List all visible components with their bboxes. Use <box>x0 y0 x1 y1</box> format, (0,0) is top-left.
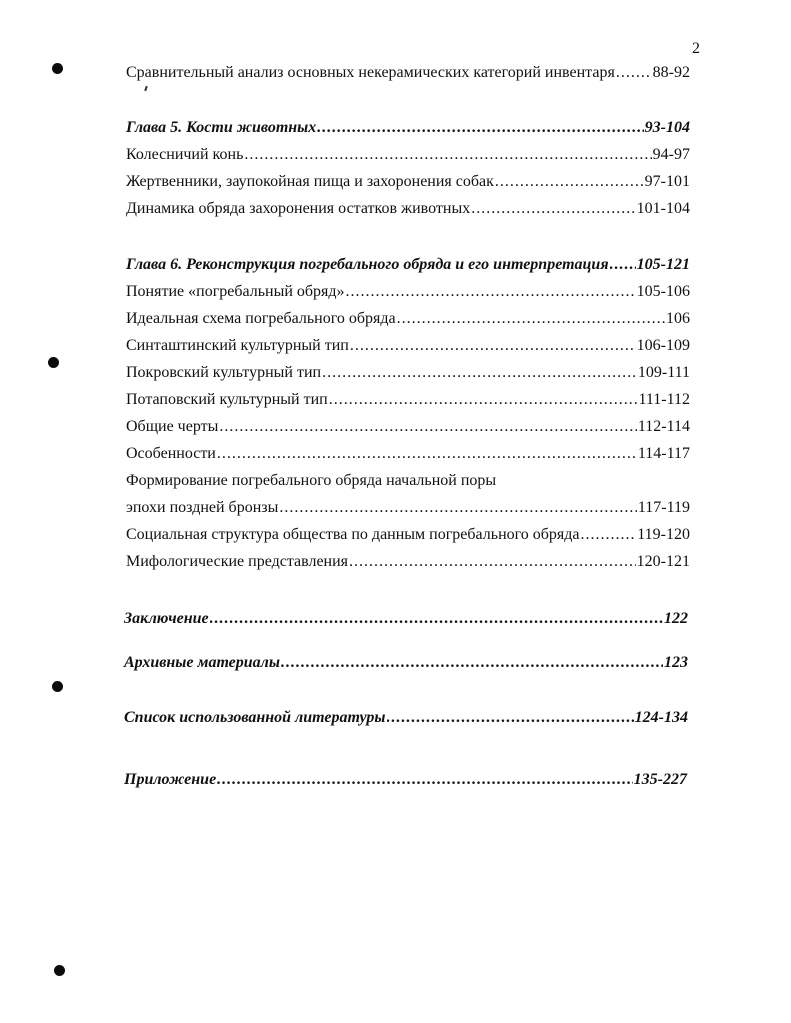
toc-leader-dots <box>210 608 663 630</box>
toc-entry-title: Идеальная схема погребального обряда <box>126 310 396 327</box>
toc-leader-dots <box>346 281 636 303</box>
punch-hole-mark <box>48 357 59 368</box>
toc-leader-dots <box>217 443 637 465</box>
toc-entry-title: Покровский культурный тип <box>126 364 322 381</box>
toc-entry-pages: 101-104 <box>636 200 690 217</box>
toc-chapter-title: Список использованной литературы <box>124 709 386 726</box>
toc-entry[interactable] <box>126 416 690 438</box>
toc-entry-first-line[interactable]: Формирование погребального обряда начальной поры <box>126 472 497 489</box>
toc-leader-dots <box>281 652 663 674</box>
toc-entry[interactable] <box>126 198 690 220</box>
toc-entry-pages: 105-106 <box>636 283 690 300</box>
toc-entry-title: Жертвенники, заупокойная пища и захоронения собак <box>126 173 494 190</box>
stray-mark <box>144 86 148 91</box>
toc-leader-dots <box>581 524 637 546</box>
toc-entry-title: Динамика обряда захоронения остатков животных <box>126 200 471 217</box>
toc-entry-pages: 88-92 <box>652 64 690 81</box>
toc-leader-dots <box>317 117 643 139</box>
toc-chapter-title: Приложение <box>124 771 217 788</box>
toc-leader-dots <box>387 707 634 729</box>
punch-hole-mark <box>52 63 63 74</box>
toc-chapter-6[interactable] <box>126 254 690 276</box>
toc-entry-pages: 112-114 <box>637 418 690 435</box>
toc-entry-title: Потаповский культурный тип <box>126 391 328 408</box>
toc-leader-dots <box>495 171 644 193</box>
toc-appendix[interactable] <box>124 769 687 791</box>
toc-entry[interactable] <box>126 62 690 84</box>
toc-chapter-pages: 122 <box>664 610 688 627</box>
toc-entry-pages: 106 <box>666 310 690 327</box>
toc-leader-dots <box>397 308 665 330</box>
toc-leader-dots <box>616 62 652 84</box>
page-number: 2 <box>692 40 700 57</box>
toc-entry-title: Мифологические представления <box>126 553 349 570</box>
toc-chapter-5[interactable] <box>126 117 690 139</box>
toc-entry-title: эпохи поздней бронзы <box>126 499 279 516</box>
toc-leader-dots <box>279 497 637 519</box>
toc-entry-title: Социальная структура общества по данным погребального обряда <box>126 526 580 543</box>
toc-entry[interactable] <box>126 144 690 166</box>
toc-chapter-pages: 105-121 <box>636 256 690 273</box>
toc-entry-pages: 119-120 <box>637 526 690 543</box>
toc-entry-pages: 111-112 <box>638 391 690 408</box>
toc-chapter-title: Глава 6. Реконструкция погребального обряда и его интерпретация <box>126 256 609 273</box>
toc-entry[interactable] <box>126 335 690 357</box>
toc-leader-dots <box>217 769 633 791</box>
toc-chapter-pages: 123 <box>664 654 688 671</box>
toc-leader-dots <box>244 144 651 166</box>
toc-chapter-pages: 135-227 <box>633 771 687 788</box>
punch-hole-mark <box>54 965 65 976</box>
punch-hole-mark <box>52 681 63 692</box>
toc-leader-dots <box>350 335 636 357</box>
toc-leader-dots <box>322 362 637 384</box>
toc-chapter-title: Глава 5. Кости животных <box>126 119 317 136</box>
toc-entry-title: Сравнительный анализ основных некерамических категорий инвентаря <box>126 64 615 81</box>
toc-leader-dots <box>610 254 636 276</box>
toc-entry-title: Общие черты <box>126 418 219 435</box>
toc-entry[interactable] <box>126 524 690 546</box>
toc-entry-title: Колесничий конь <box>126 146 244 163</box>
toc-chapter-pages: 93-104 <box>644 119 690 136</box>
toc-entry-title: Особенности <box>126 445 216 462</box>
toc-entry-title: Синташтинский культурный тип <box>126 337 349 354</box>
toc-entry[interactable] <box>126 497 690 519</box>
toc-entry[interactable] <box>126 362 690 384</box>
toc-leader-dots <box>349 551 636 573</box>
toc-chapter-title: Заключение <box>124 610 209 627</box>
toc-entry-pages: 94-97 <box>652 146 690 163</box>
toc-entry[interactable] <box>126 389 690 411</box>
toc-leader-dots <box>219 416 637 438</box>
toc-entry[interactable] <box>126 281 690 303</box>
toc-entry-pages: 106-109 <box>636 337 690 354</box>
toc-entry-pages: 109-111 <box>637 364 690 381</box>
toc-leader-dots <box>471 198 635 220</box>
toc-entry[interactable] <box>126 551 690 573</box>
toc-archive-materials[interactable] <box>124 652 688 674</box>
toc-entry-pages: 117-119 <box>637 499 690 516</box>
toc-entry-title: Понятие «погребальный обряд» <box>126 283 345 300</box>
toc-leader-dots <box>329 389 638 411</box>
toc-entry-pages: 97-101 <box>644 173 690 190</box>
toc-entry[interactable] <box>126 443 690 465</box>
toc-entry-pages: 120-121 <box>636 553 690 570</box>
toc-bibliography[interactable] <box>124 707 688 729</box>
toc-entry[interactable] <box>126 171 690 193</box>
toc-chapter-title: Архивные материалы <box>124 654 280 671</box>
toc-chapter-pages: 124-134 <box>634 709 688 726</box>
toc-entry[interactable] <box>126 308 690 330</box>
toc-conclusion[interactable] <box>124 608 688 630</box>
toc-entry-pages: 114-117 <box>637 445 690 462</box>
